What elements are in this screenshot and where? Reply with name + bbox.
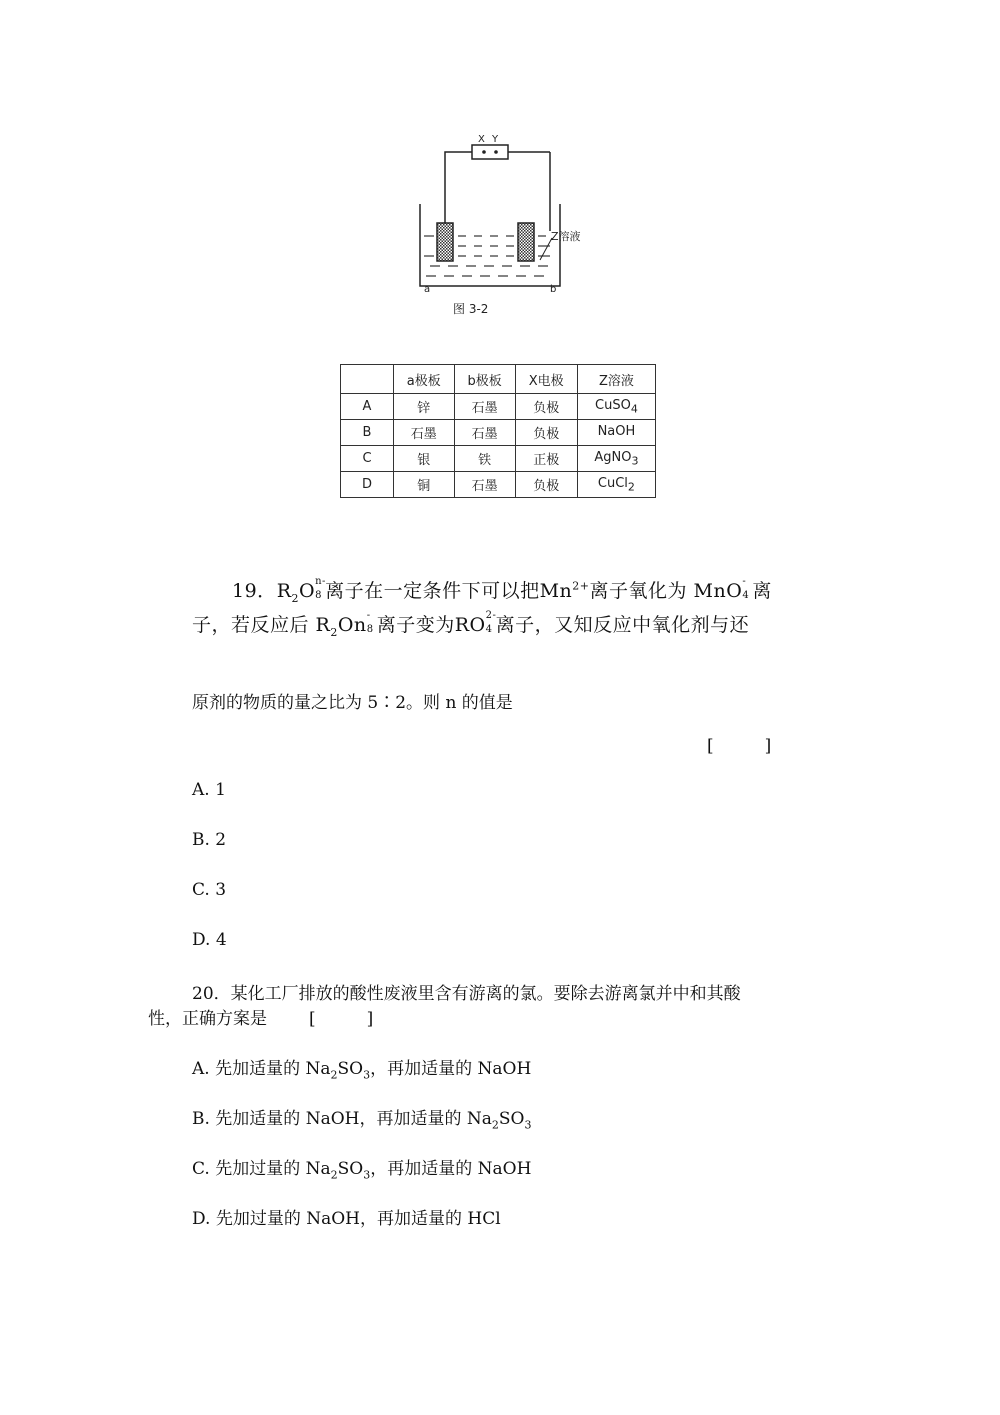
q19-answer-bracket: [ ]	[707, 736, 772, 756]
q20-line-1: 20．某化工厂排放的酸性废液里含有游离的氯。要除去游离氯并中和其酸	[192, 984, 741, 1004]
row-b-plate: 石墨	[454, 394, 515, 420]
q20-option-a: A. 先加适量的 $Na_2SO_3$，再加适量的 NaOH	[192, 1059, 532, 1082]
q19-option-b: B. 2	[192, 830, 227, 850]
q19-option-a: A. 1	[192, 780, 226, 800]
row-option: B	[341, 420, 394, 446]
row-b-plate: 铁	[454, 446, 515, 472]
row-option: A	[341, 394, 394, 420]
table-row	[341, 472, 656, 498]
row-a-plate: 银	[394, 446, 455, 472]
row-a-plate: 锌	[394, 394, 455, 420]
row-z-solution: CuCl$_2$	[577, 472, 655, 498]
left-wire	[445, 152, 474, 231]
table-row	[341, 446, 656, 472]
row-a-plate: 铜	[394, 472, 455, 498]
q19-option-c: C. 3	[192, 880, 227, 900]
row-x-electrode: 负极	[515, 420, 577, 446]
label-b: b	[550, 284, 557, 295]
header-cell	[341, 365, 394, 394]
row-x-electrode: 正极	[515, 446, 577, 472]
row-option: C	[341, 446, 394, 472]
electrode-b	[518, 223, 534, 261]
label-a: a	[424, 284, 431, 295]
label-z-solution: Z溶液	[551, 230, 581, 243]
label-y: Y	[492, 134, 499, 145]
q19-line-1: 19．$R_2O$ n- 8 离子在一定条件下可以把$Mn^{2+}$离子氧化为 MnO - 4 离	[232, 576, 772, 605]
electrode-a	[437, 223, 453, 261]
q20-option-d: D. 先加过量的 NaOH，再加适量的 HCl	[192, 1209, 501, 1229]
row-x-electrode: 负极	[515, 394, 577, 420]
row-z-solution: CuSO$_4$	[577, 394, 655, 420]
table-row	[341, 394, 656, 420]
header-cell: Z溶液	[577, 365, 655, 394]
q20-option-b: B. 先加适量的 NaOH，再加适量的 $Na_2SO_3$	[192, 1109, 532, 1132]
q20-line-2: 性，正确方案是 [ ]	[148, 1009, 374, 1029]
q20-answer-bracket: [ ]	[309, 1009, 374, 1029]
q20-option-c: C. 先加过量的 $Na_2SO_3$，再加适量的 NaOH	[192, 1159, 532, 1182]
header-cell: b极板	[454, 365, 515, 394]
figure-caption: 图 3-2	[453, 302, 489, 316]
header-cell: X电极	[515, 365, 577, 394]
row-x-electrode: 负极	[515, 472, 577, 498]
row-b-plate: 石墨	[454, 420, 515, 446]
row-a-plate: 石墨	[394, 420, 455, 446]
row-option: D	[341, 472, 394, 498]
q19-option-d: D. 4	[192, 930, 227, 950]
q19-line-3: 原剂的物质的量之比为 5∶2。则 n 的值是	[192, 693, 513, 713]
electrolysis-diagram	[410, 128, 590, 324]
options-table	[340, 364, 656, 498]
table-header-row	[341, 365, 656, 394]
power-source	[472, 145, 508, 159]
row-b-plate: 石墨	[454, 472, 515, 498]
row-z-solution: NaOH	[577, 420, 655, 446]
table-row	[341, 420, 656, 446]
row-z-solution: AgNO$_3$	[577, 446, 655, 472]
label-x: X	[478, 134, 485, 145]
header-cell: a极板	[394, 365, 455, 394]
q19-line-2: 子，若反应后 $R_2On$ - 8 离子变为RO 2- 4 离子，又知反应中氧化剂与还	[192, 610, 750, 639]
